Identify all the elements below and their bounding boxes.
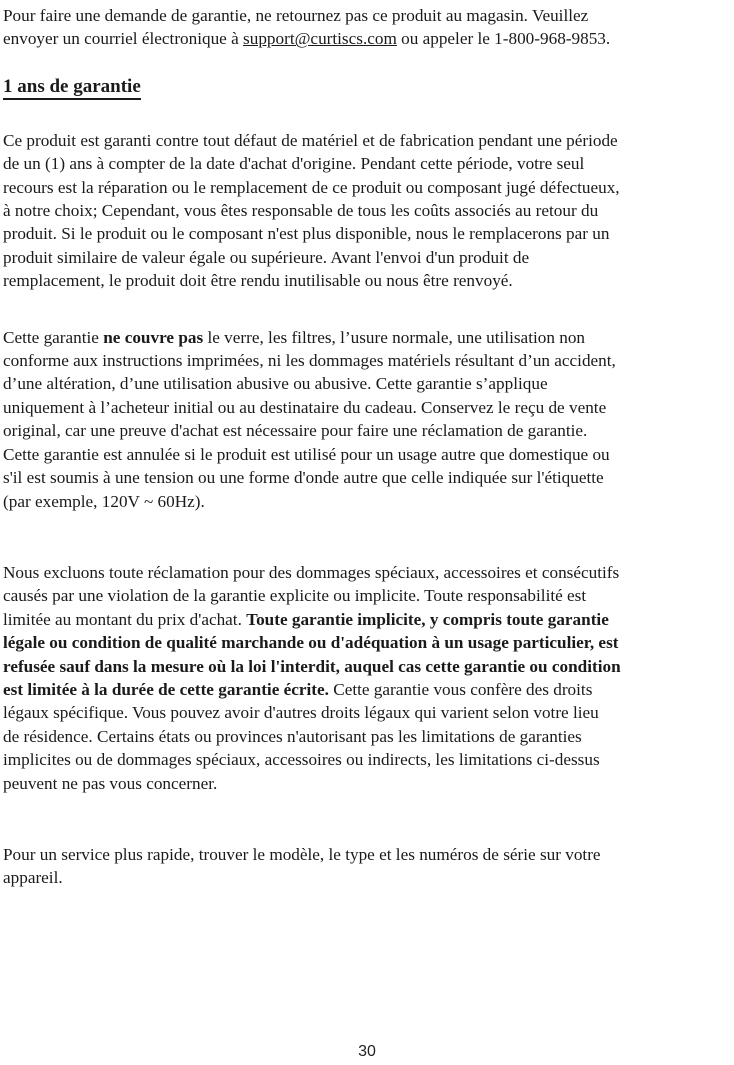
text-line bbox=[3, 372, 732, 395]
text-run: de un (1) ans à compter de la date d'achat d'origine. Pendant cette période, votre seul bbox=[3, 154, 585, 174]
warranty-terms-paragraph bbox=[3, 129, 732, 293]
text-run: le verre, les filtres, l’usure normale, une utilisation non bbox=[203, 327, 586, 347]
service-note-paragraph bbox=[3, 843, 732, 890]
text-line bbox=[3, 725, 732, 748]
text-run: limitée au montant du prix d'achat. bbox=[3, 609, 247, 629]
text-line bbox=[3, 176, 732, 199]
text-line bbox=[3, 326, 732, 349]
text-run: appareil. bbox=[3, 868, 63, 888]
intro-paragraph bbox=[3, 4, 732, 51]
text-run: Pour un service plus rapide, trouver le modèle, le type et les numéros de série sur votre bbox=[3, 844, 601, 864]
text-run: d’une altération, d’une utilisation abusive ou abusive. Cette garantie s’applique bbox=[3, 374, 548, 394]
text-line bbox=[3, 419, 732, 442]
text-line bbox=[3, 466, 732, 489]
text-line bbox=[3, 866, 732, 889]
text-line bbox=[3, 199, 732, 222]
text-run: refusée sauf dans la mesure où la loi l'interdit, auquel cas cette garantie ou condition bbox=[3, 656, 621, 676]
text-run: recours est la réparation ou le remplacement de ce produit ou composant jugé défectueux, bbox=[3, 177, 620, 197]
liability-paragraph bbox=[3, 561, 732, 795]
text-run: s'il est soumis à une tension ou une forme d'onde autre que celle indiquée sur l'étiquette bbox=[3, 468, 604, 488]
text-line bbox=[3, 701, 732, 724]
text-line bbox=[3, 748, 732, 771]
text-run: Cette garantie est annulée si le produit est utilisé pour un usage autre que domestique ou bbox=[3, 444, 610, 464]
text-run: peuvent ne pas vous concerner. bbox=[3, 773, 218, 793]
text-line bbox=[3, 608, 732, 631]
text-line bbox=[3, 396, 732, 419]
text-run: ou appeler le 1-800-968-9853. bbox=[396, 29, 611, 49]
text-run: envoyer un courriel électronique à bbox=[3, 29, 244, 49]
text-line bbox=[3, 631, 732, 654]
warranty-heading-text: 1 ans de garantie bbox=[3, 76, 141, 100]
text-line bbox=[3, 27, 732, 50]
text-run: Nous excluons toute réclamation pour des dommages spéciaux, accessoires et consécutifs bbox=[3, 562, 620, 582]
page-number: 30 bbox=[358, 1043, 376, 1060]
text-line bbox=[3, 4, 732, 27]
text-run: original, car une preuve d'achat est nécessaire pour faire une réclamation de garantie. bbox=[3, 421, 588, 441]
text-line bbox=[3, 678, 732, 701]
text-line bbox=[3, 772, 732, 795]
email-link: support@curtiscs.com bbox=[243, 29, 397, 49]
text-run: causés par une violation de la garantie explicite ou implicite. Toute responsabilité est bbox=[3, 586, 587, 606]
text-run: Cette garantie bbox=[3, 327, 104, 347]
text-line bbox=[3, 443, 732, 466]
text-line bbox=[3, 246, 732, 269]
text-line bbox=[3, 490, 732, 513]
text-line bbox=[3, 349, 732, 372]
text-run: légale ou condition de qualité marchande ou d'adéquation à un usage particulier, est bbox=[3, 633, 619, 653]
text-run: remplacement, le produit doit être rendu inutilisable ou nous être renvoyé. bbox=[3, 271, 513, 291]
text-run: Cette garantie vous confère des droits bbox=[328, 679, 593, 699]
coverage-exclusions-paragraph bbox=[3, 326, 732, 513]
text-run: uniquement à l’acheteur initial ou au destinataire du cadeau. Conservez le reçu de vente bbox=[3, 397, 607, 417]
text-line bbox=[3, 843, 732, 866]
warranty-heading bbox=[3, 75, 732, 99]
text-run: ne couvre pas bbox=[103, 327, 204, 347]
text-run: Pour faire une demande de garantie, ne retournez pas ce produit au magasin. Veuillez bbox=[3, 6, 589, 25]
text-line bbox=[3, 129, 732, 152]
text-run: produit similaire de valeur égale ou supérieure. Avant l'envoi d'un produit de bbox=[3, 247, 530, 267]
text-run: conforme aux instructions imprimées, ni les dommages matériels résultant d’un accident, bbox=[3, 351, 616, 371]
text-line bbox=[3, 655, 732, 678]
text-run: Toute garantie implicite, y compris toute garantie bbox=[246, 609, 609, 629]
text-run: de résidence. Certains états ou provinces n'autorisant pas les limitations de garanties bbox=[3, 726, 582, 746]
text-run: Ce produit est garanti contre tout défaut de matériel et de fabrication pendant une période bbox=[3, 130, 618, 150]
text-line bbox=[3, 269, 732, 292]
text-line bbox=[3, 152, 732, 175]
text-line bbox=[3, 561, 732, 584]
text-run: (par exemple, 120V ~ 60Hz). bbox=[3, 491, 205, 511]
text-line bbox=[3, 584, 732, 607]
text-line bbox=[3, 222, 732, 245]
text-run: est limitée à la durée de cette garantie écrite. bbox=[3, 679, 329, 699]
text-run: produit. Si le produit ou le composant n'est plus disponible, nous le remplacerons par un bbox=[3, 224, 610, 244]
text-run: à notre choix; Cependant, vous êtes responsable de tous les coûts associés au retour du bbox=[3, 201, 599, 221]
text-run: implicites ou de dommages spéciaux, accessoires ou indirects, les limitations ci-dessus bbox=[3, 750, 600, 770]
text-run: légaux spécifique. Vous pouvez avoir d'autres droits légaux qui varient selon votre lieu bbox=[3, 703, 599, 723]
